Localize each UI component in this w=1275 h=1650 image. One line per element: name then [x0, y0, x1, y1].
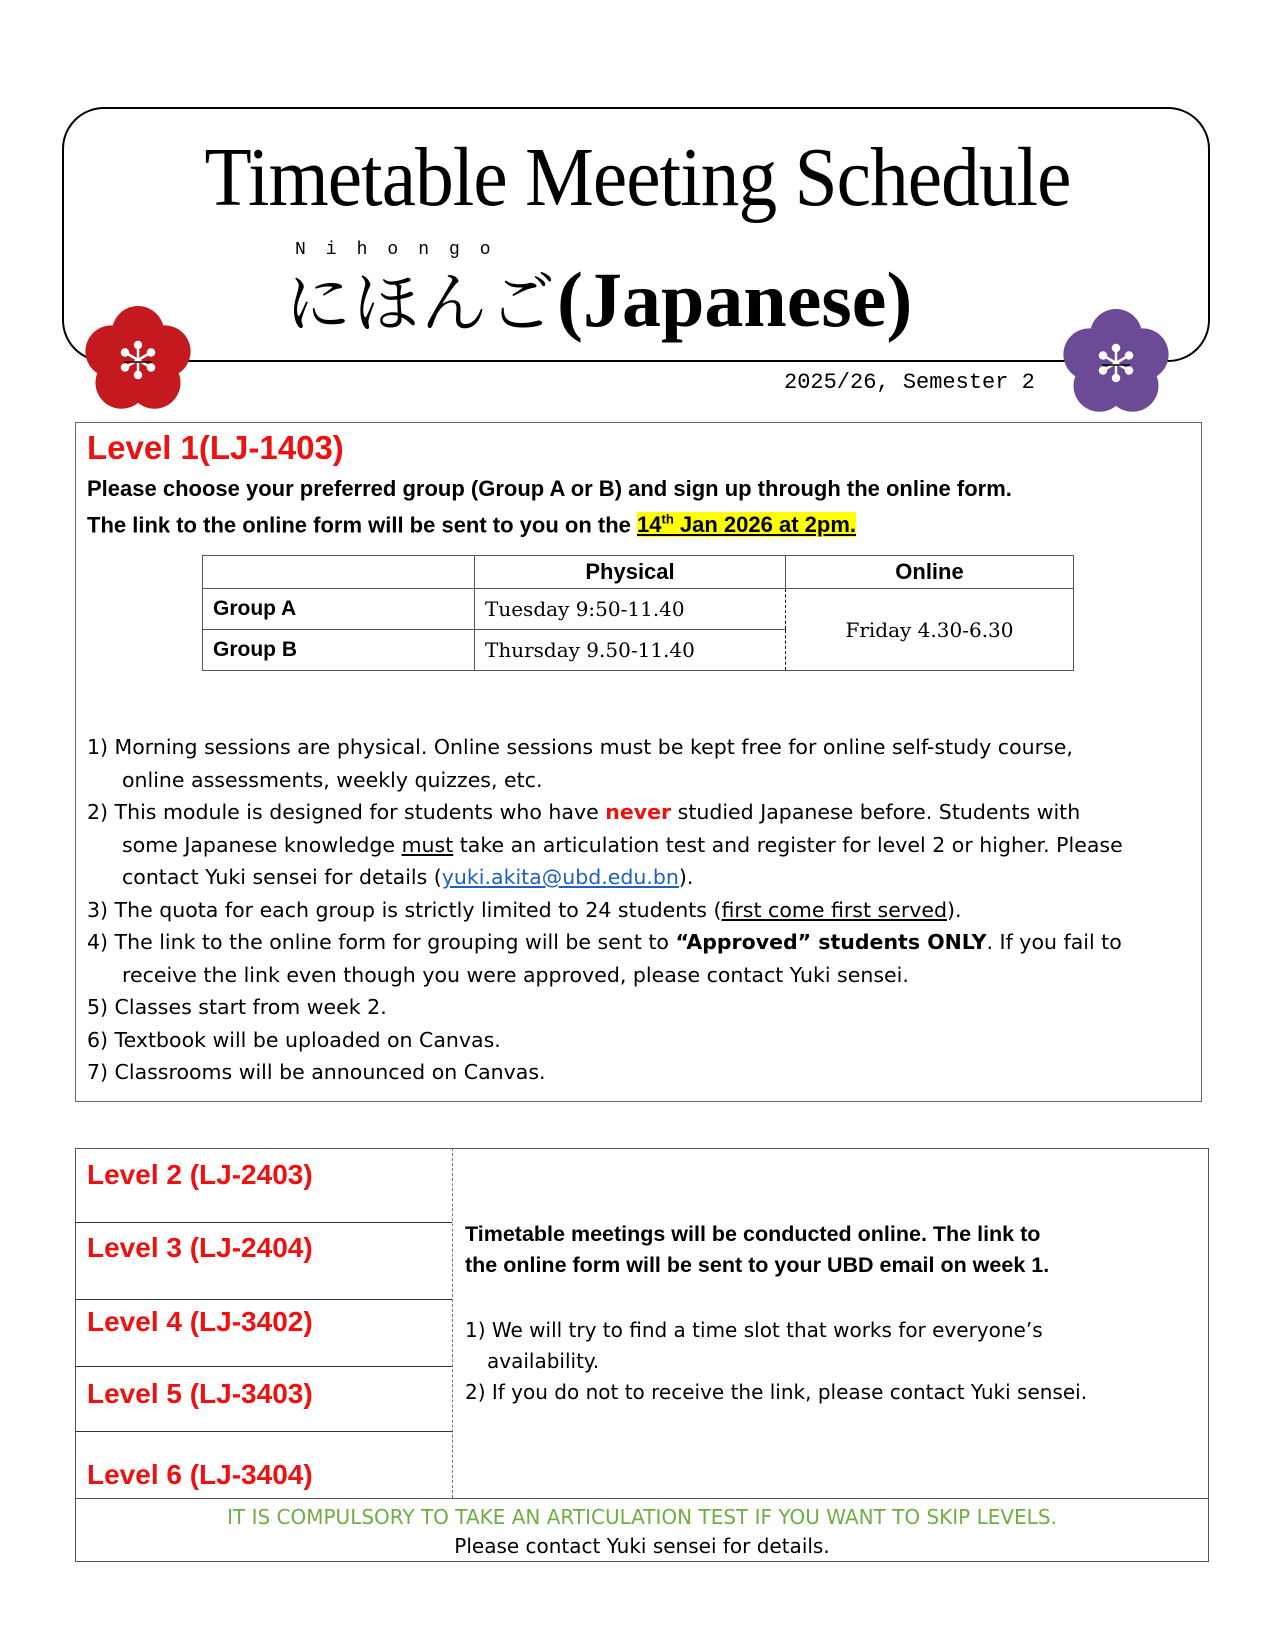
column-divider — [452, 1148, 453, 1498]
level1-intro-line2 — [87, 505, 856, 540]
note-7: 7) Classrooms will be announced on Canvas. — [87, 1060, 546, 1084]
online-time: Friday 4.30-6.30 — [786, 589, 1074, 671]
level-row-4 — [75, 1300, 452, 1367]
note-text: studied Japanese before. Students with — [671, 800, 1081, 824]
subtitle-english: (Japanese) — [557, 256, 913, 343]
table-header-online: Online — [786, 556, 1074, 589]
plum-blossom-icon-purple — [1060, 307, 1172, 419]
fcfs-emphasis: first come first served — [721, 897, 948, 922]
note-text: some Japanese knowledge — [122, 832, 402, 857]
group-name: Group B — [203, 630, 475, 671]
note-2 — [87, 796, 1197, 829]
note-text: 3) The quota for each group is strictly limited to 24 students ( — [87, 897, 722, 922]
note-text: . If you fail to — [986, 930, 1122, 954]
level1-intro-line1: Please choose your preferred group (Group A or B) and sign up through the online form. — [87, 476, 1012, 501]
physical-time: Tuesday 9:50-11.40 — [475, 589, 786, 630]
info-note-1-cont: availability. — [487, 1349, 600, 1373]
note-text: take an articulation test and register for level 2 or higher. Please — [453, 832, 1123, 857]
note-4-cont: receive the link even though you were approved, please contact Yuki sensei. — [122, 962, 909, 987]
note-4 — [87, 926, 1197, 959]
plum-blossom-icon-red — [82, 304, 194, 416]
level-row-6 — [75, 1432, 452, 1498]
note-2-cont — [87, 829, 1197, 862]
note-text: contact Yuki sensei for details ( — [122, 865, 442, 889]
info-line: Timetable meetings will be conducted online. The link to — [465, 1222, 1041, 1246]
note-2-cont2 — [87, 861, 1197, 894]
level-label: Level 4 (LJ-3402) — [87, 1306, 313, 1337]
page-title: Timetable Meeting Schedule — [204, 131, 1071, 224]
note-6: 6) Textbook will be uploaded on Canvas. — [87, 1027, 501, 1052]
note-text: ). — [678, 865, 694, 889]
note-1: 1) Morning sessions are physical. Online sessions must be kept free for online self-study course, — [87, 735, 1073, 759]
upper-levels-info — [465, 1219, 1195, 1281]
level-row-3 — [75, 1223, 452, 1300]
ruby-reading: Nihongo — [295, 240, 511, 260]
level-label: Level 6 (LJ-3404) — [87, 1459, 313, 1490]
email-link[interactable]: yuki.akita@ubd.edu.bn — [441, 865, 679, 889]
note-3 — [87, 894, 1197, 927]
note-5: 5) Classes start from week 2. — [87, 995, 387, 1019]
level-row-2 — [75, 1148, 452, 1223]
approved-emphasis: “Approved” students ONLY — [675, 930, 987, 954]
semester-label: 2025/26, Semester 2 — [784, 370, 1035, 395]
table-header-row — [203, 556, 1074, 589]
articulation-warning: IT IS COMPULSORY TO TAKE AN ARTICULATION TEST IF YOU WANT TO SKIP LEVELS. — [227, 1505, 1057, 1529]
date-suffix: th — [661, 512, 674, 527]
level1-notes — [87, 731, 1197, 1089]
level-label: Level 3 (LJ-2404) — [87, 1232, 313, 1263]
upper-levels-notes — [465, 1315, 1195, 1408]
info-note-2: 2) If you do not to receive the link, please contact Yuki sensei. — [465, 1380, 1088, 1404]
must-emphasis: must — [401, 832, 454, 857]
table-header-blank — [203, 556, 475, 589]
table-row — [203, 589, 1074, 630]
group-schedule-table — [202, 555, 1074, 671]
contact-note: Please contact Yuki sensei for details. — [454, 1534, 830, 1558]
note-text: 2) This module is designed for students who have — [87, 800, 606, 824]
never-emphasis: never — [605, 800, 672, 824]
level-row-5 — [75, 1367, 452, 1432]
date-day: 14 — [637, 512, 662, 538]
info-line: the online form will be sent to your UBD email on week 1. — [465, 1253, 1050, 1277]
intro-text: The link to the online form will be sent to you on the — [87, 512, 638, 538]
level-label: Level 5 (LJ-3403) — [87, 1378, 313, 1409]
info-note-1: 1) We will try to find a time slot that works for everyone’s — [465, 1318, 1043, 1342]
level1-title: Level 1(LJ-1403) — [87, 429, 344, 466]
signup-date-highlight — [637, 512, 856, 537]
subtitle-japanese: にほんご — [285, 265, 557, 342]
note-text: ). — [947, 897, 962, 922]
physical-time: Thursday 9.50-11.40 — [475, 630, 786, 671]
note-text: 4) The link to the online form for grouping will be sent to — [87, 930, 676, 954]
page-subtitle — [285, 255, 912, 349]
date-rest: Jan 2026 at 2pm. — [673, 512, 856, 538]
footer-divider — [75, 1498, 1209, 1499]
group-name: Group A — [203, 589, 475, 630]
level-label: Level 2 (LJ-2403) — [87, 1159, 313, 1190]
table-header-physical: Physical — [475, 556, 786, 589]
note-1-cont: online assessments, weekly quizzes, etc. — [122, 767, 543, 792]
